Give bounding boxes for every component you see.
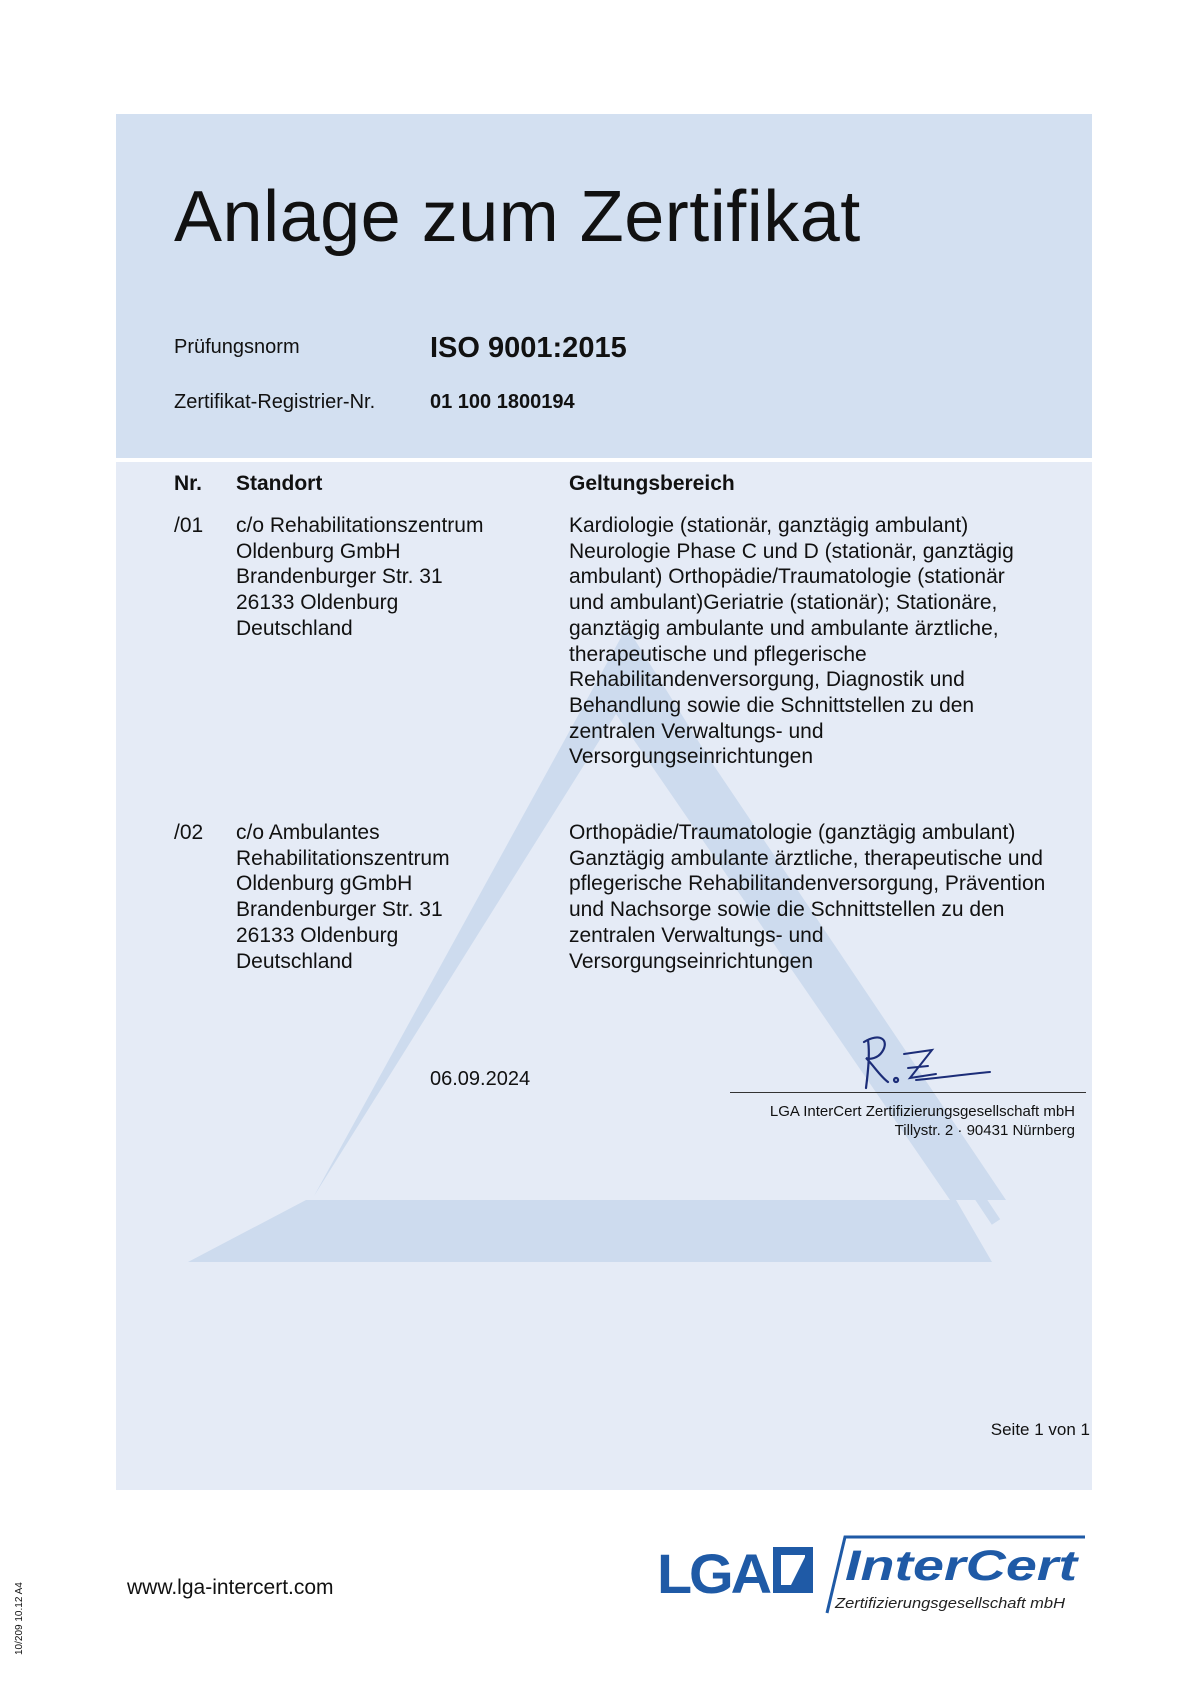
scope-text: Kardiologie (stationär, ganztägig ambulant) Neurologie Phase C und D (stationär, ganztägig ambulant) Orthopädie/Traumatologie (stationär und ambulant)Geriatrie (stationär); Stationäre, ganztägig ambulante und ambulante ärztliche, therapeutische und pflegerische Rehabilitandenversorgung, Diagnostik und Behandlung sowie die Schnittstellen zu den zentralen Verwaltungs- und Versorgungseinrichtungen [569, 514, 1014, 769]
scope-text: Orthopädie/Traumatologie (ganztägig ambulant) Ganztägig ambulante ärztliche, therapeutische und pflegerische Rehabilitandenversorgung, Prävention und Nachsorge sowie die Schnittstellen zu den zentralen Verwaltungs- und Versorgungseinrichtungen [569, 821, 1046, 973]
row-number: /01 [174, 514, 204, 537]
column-header-site: Standort [236, 472, 323, 495]
column-header-nr: Nr. [174, 472, 203, 495]
standard-value: ISO 9001:2015 [430, 332, 627, 364]
column-header-scope: Geltungsbereich [569, 472, 735, 495]
row-number: /02 [174, 821, 204, 844]
page-title: Anlage zum Zertifikat [174, 177, 861, 257]
website-link[interactable]: www.lga-intercert.com [127, 1576, 334, 1599]
issuer-name: LGA InterCert Zertifizierungsgesellschaft mbH [769, 1103, 1075, 1120]
svg-text:InterCert: InterCert [845, 1542, 1080, 1590]
issuer-block [770, 1102, 1075, 1140]
issuer-address: Tillystr. 2 · 90431 Nürnberg [894, 1122, 1075, 1139]
page-indicator: Seite 1 von 1 [990, 1420, 1090, 1439]
site-address: c/o Ambulantes Rehabilitationszentrum Oldenburg gGmbH Brandenburger Str. 31 26133 Oldenburg Deutschland [236, 821, 450, 973]
svg-text:Zertifizierungsgesellschaft mb: Zertifizierungsgesellschaft mbH [833, 1596, 1066, 1612]
signature-line [730, 1092, 1086, 1093]
issue-date: 06.09.2024 [430, 1068, 531, 1090]
registration-label: Zertifikat-Registrier-Nr. [174, 391, 376, 413]
signature [858, 1032, 998, 1092]
site-address: c/o Rehabilitationszentrum Oldenburg GmbH Brandenburger Str. 31 26133 Oldenburg Deutschland [236, 514, 484, 640]
standard-label: Prüfungsnorm [174, 336, 300, 358]
svg-text:LGA: LGA [657, 1542, 771, 1605]
form-code: 10/209 10.12 A4 [14, 1582, 25, 1655]
lga-intercert-logo [655, 1535, 1085, 1615]
registration-value: 01 100 1800194 [430, 391, 575, 413]
